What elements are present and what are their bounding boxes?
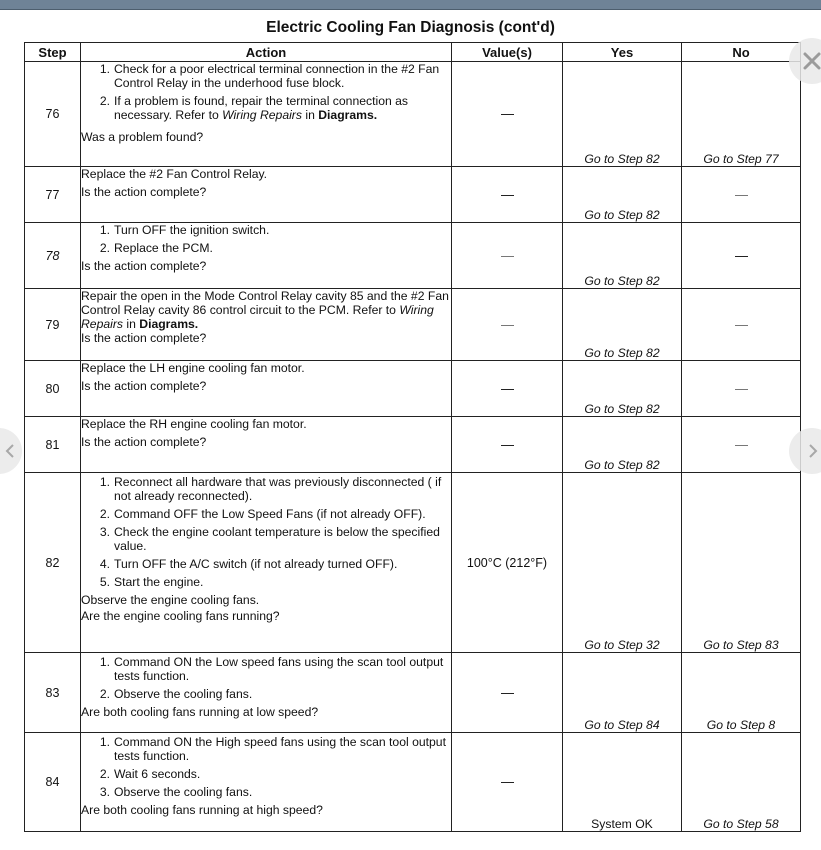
- action-cell: [81, 223, 452, 289]
- dash-mark: [501, 325, 514, 326]
- step-number: 80: [25, 361, 81, 417]
- dash-mark: [501, 445, 514, 446]
- list-item: 1. Command ON the High speed fans using the scan tool output tests function.: [99, 735, 446, 763]
- action-text: Replace the RH engine cooling fan motor.: [81, 417, 307, 431]
- table-row: [25, 361, 801, 417]
- header-yes: Yes: [563, 43, 682, 62]
- yes-cell: Go to Step 82: [563, 62, 682, 167]
- dash-mark: [501, 195, 514, 196]
- yes-cell: Go to Step 32: [563, 473, 682, 653]
- question-text: Is the action complete?: [81, 259, 207, 273]
- dash-mark: [735, 195, 748, 196]
- table-row: [25, 653, 801, 733]
- list-item: 2. If a problem is found, repair the terminal connection as necessary. Refer to Wiring Repairs in Diagrams.: [99, 94, 409, 122]
- list-item: 4. Turn OFF the A/C switch (if not already turned OFF).: [99, 557, 398, 571]
- page-title: Electric Cooling Fan Diagnosis (cont'd): [266, 19, 555, 36]
- list-item: 2. Command OFF the Low Speed Fans (if not already OFF).: [99, 507, 426, 521]
- step-number: 83: [25, 653, 81, 733]
- no-cell: Go to Step 83: [682, 473, 801, 653]
- table-row: [25, 289, 801, 361]
- yes-cell: Go to Step 82: [563, 223, 682, 289]
- list-item: 1. Command ON the Low speed fans using the scan tool output tests function.: [99, 655, 444, 683]
- diagnosis-table: [24, 42, 801, 832]
- yes-cell: System OK: [563, 733, 682, 832]
- action-cell: [81, 733, 452, 832]
- table-row: [25, 417, 801, 473]
- value-cell: [452, 223, 563, 289]
- question-text: Was a problem found?: [81, 130, 204, 144]
- no-cell: [682, 289, 801, 361]
- value-cell: [452, 289, 563, 361]
- action-text: Replace the #2 Fan Control Relay.: [81, 167, 268, 181]
- no-cell: [682, 223, 801, 289]
- table-row: [25, 223, 801, 289]
- dash-mark: [501, 693, 514, 694]
- dash-mark: [501, 114, 514, 115]
- header-step: Step: [25, 43, 81, 62]
- step-number: 82: [25, 473, 81, 653]
- observe-text: Observe the engine cooling fans.: [81, 593, 260, 607]
- dash-mark: [501, 389, 514, 390]
- action-cell: [81, 417, 452, 473]
- value-cell: [452, 167, 563, 223]
- step-number: 78: [25, 223, 81, 289]
- dash-mark: [735, 256, 748, 257]
- action-text: Replace the LH engine cooling fan motor.: [81, 361, 305, 375]
- top-bar: [0, 0, 821, 10]
- step-number: 76: [25, 62, 81, 167]
- question-text: Is the action complete?: [81, 185, 207, 199]
- action-cell: [81, 361, 452, 417]
- table-row: [25, 733, 801, 832]
- step-number: 81: [25, 417, 81, 473]
- previous-button[interactable]: [0, 428, 22, 474]
- action-cell: [81, 62, 452, 167]
- value-cell: [452, 653, 563, 733]
- header-no: No: [682, 43, 801, 62]
- value-cell: 100°C (212°F): [452, 473, 563, 653]
- question-text: Is the action complete?: [81, 331, 207, 345]
- list-item: 1. Check for a poor electrical terminal connection in the #2 Fan Control Relay in the underhood fuse block.: [99, 62, 440, 90]
- table-row: [25, 473, 801, 653]
- yes-cell: Go to Step 82: [563, 361, 682, 417]
- question-text: Is the action complete?: [81, 379, 207, 393]
- question-text: Are the engine cooling fans running?: [81, 609, 280, 623]
- dash-mark: [735, 445, 748, 446]
- action-cell: [81, 167, 452, 223]
- no-cell: [682, 167, 801, 223]
- no-cell: [682, 361, 801, 417]
- no-cell: Go to Step 58: [682, 733, 801, 832]
- list-item: 2. Observe the cooling fans.: [99, 687, 253, 701]
- yes-cell: Go to Step 84: [563, 653, 682, 733]
- value-cell: [452, 417, 563, 473]
- step-number: 77: [25, 167, 81, 223]
- header-values: Value(s): [452, 43, 563, 62]
- table-row: [25, 62, 801, 167]
- step-number: 79: [25, 289, 81, 361]
- list-item: 5. Start the engine.: [99, 575, 204, 589]
- action-cell: [81, 473, 452, 653]
- no-cell: Go to Step 8: [682, 653, 801, 733]
- dash-mark: [501, 782, 514, 783]
- step-number: 84: [25, 733, 81, 832]
- header-action: Action: [81, 43, 452, 62]
- dash-mark: [501, 256, 514, 257]
- question-text: Are both cooling fans running at low speed?: [81, 705, 319, 719]
- close-icon: [801, 50, 821, 72]
- chevron-left-icon: [0, 440, 22, 462]
- list-item: 2. Replace the PCM.: [99, 241, 213, 255]
- question-text: Is the action complete?: [81, 435, 207, 449]
- list-item: 3. Observe the cooling fans.: [99, 785, 253, 799]
- no-cell: Go to Step 77: [682, 62, 801, 167]
- value-cell: [452, 733, 563, 832]
- no-cell: [682, 417, 801, 473]
- chevron-right-icon: [801, 440, 821, 462]
- action-cell: [81, 653, 452, 733]
- action-text: Repair the open in the Mode Control Relay cavity 85 and the #2 Fan Control Relay cavity 86 control circuit to the PCM. Refer to Wiring Repairs in Diagrams.: [81, 289, 449, 331]
- value-cell: [452, 62, 563, 167]
- question-text: Are both cooling fans running at high speed?: [81, 803, 323, 817]
- action-cell: [81, 289, 452, 361]
- list-item: 1. Reconnect all hardware that was previously disconnected ( if not already reconnected).: [99, 475, 442, 503]
- dash-mark: [735, 325, 748, 326]
- header-row: [25, 43, 801, 62]
- yes-cell: Go to Step 82: [563, 167, 682, 223]
- value-cell: [452, 361, 563, 417]
- list-item: 2. Wait 6 seconds.: [99, 767, 201, 781]
- list-item: 1. Turn OFF the ignition switch.: [99, 223, 270, 237]
- dash-mark: [735, 389, 748, 390]
- yes-cell: Go to Step 82: [563, 417, 682, 473]
- yes-cell: Go to Step 82: [563, 289, 682, 361]
- list-item: 3. Check the engine coolant temperature is below the specified value.: [99, 525, 440, 553]
- table-row: [25, 167, 801, 223]
